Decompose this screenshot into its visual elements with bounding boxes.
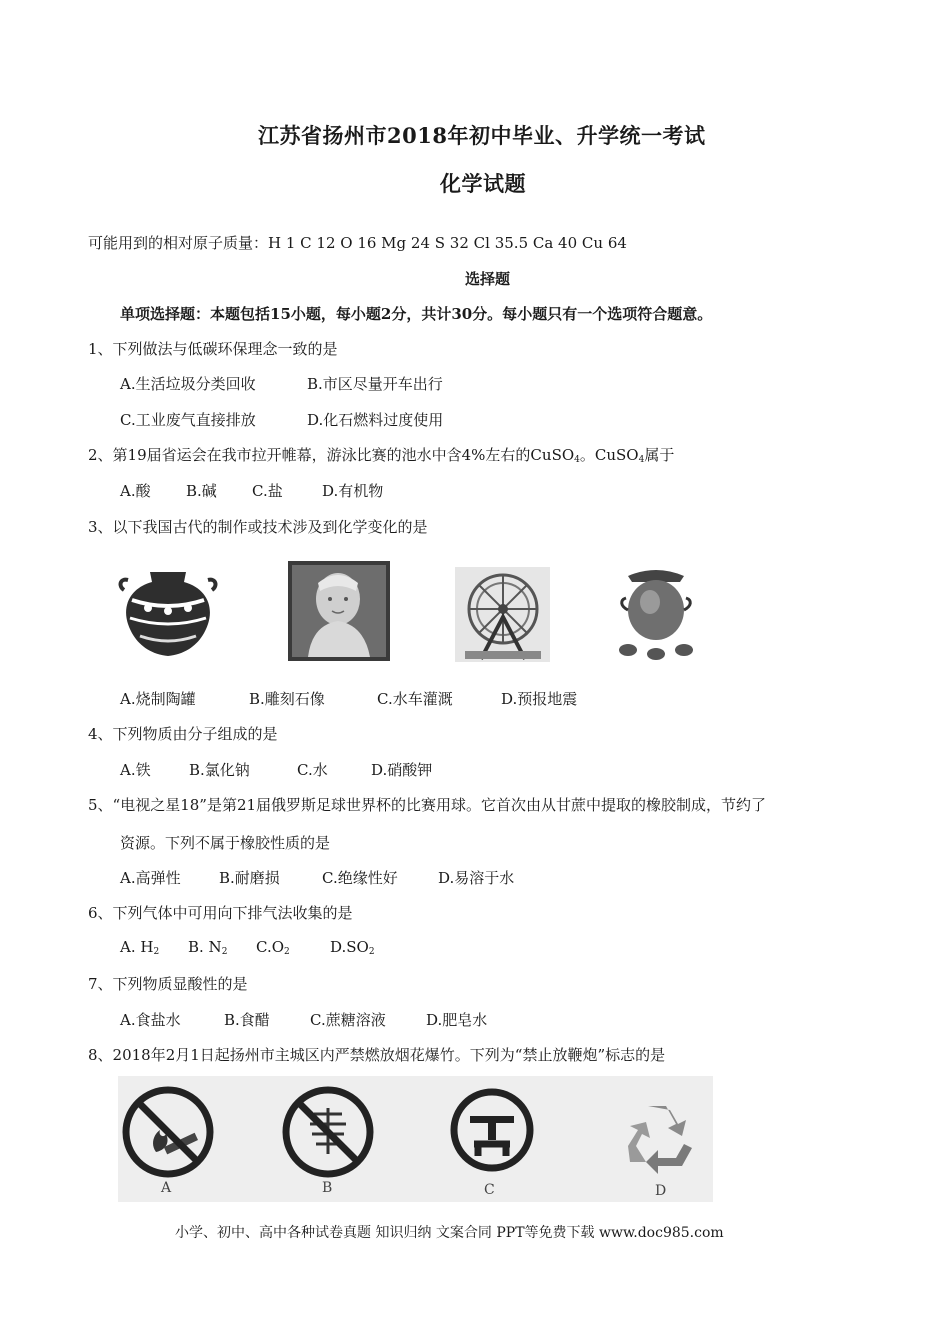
atomic-mass-line: 可能用到的相对原子质量：H 1 C 12 O 16 Mg 24 S 32 Cl 35.5 Ca 40 Cu 64 — [88, 234, 627, 252]
question-2-stem: 2、第19届省运会在我市拉开帷幕，游泳比赛的池水中含4%左右的CuSO$_4$。CuSO$_4$属于 — [88, 446, 675, 465]
question-5-option-d: D.易溶于水 — [438, 869, 515, 887]
sign-label-a: A — [161, 1180, 172, 1196]
question-5-stem: 5、“电视之星18”是第21届俄罗斯足球世界杯的比赛用球。它首次由从甘蔗中提取的橡胶制成，节约了 — [88, 796, 767, 814]
question-3-option-b: B.雕刻石像 — [249, 690, 325, 708]
question-3-option-a: A.烧制陶罐 — [120, 690, 196, 708]
exam-title: 江苏省扬州市2018年初中毕业、升学统一考试 — [258, 123, 706, 148]
water-wheel-image — [455, 567, 550, 662]
question-5-option-b: B.耐磨损 — [219, 869, 280, 887]
stone-statue-image — [288, 561, 390, 661]
sign-label-d: D — [655, 1183, 667, 1199]
question-7-option-c: C.蔗糖溶液 — [310, 1011, 386, 1029]
symbol-sign-c-icon — [448, 1086, 536, 1174]
question-2-option-c: C.盐 — [252, 482, 283, 500]
sign-label-b: B — [322, 1180, 333, 1196]
question-1-stem: 1、下列做法与低碳环保理念一致的是 — [88, 340, 338, 358]
question-5-option-a: A.高弹性 — [120, 869, 181, 887]
question-6-option-b: B. $N_2$ — [188, 938, 228, 957]
question-7-stem: 7、下列物质显酸性的是 — [88, 975, 248, 993]
question-4-option-d: D.硝酸钾 — [371, 761, 433, 779]
section-instruction: 单项选择题：本题包括15小题，每小题2分，共计30分。每小题只有一个选项符合题意。 — [120, 305, 713, 323]
question-2-option-d: D.有机物 — [322, 482, 384, 500]
question-3-option-d: D.预报地震 — [501, 690, 578, 708]
exam-subtitle: 化学试题 — [440, 171, 526, 196]
page-footer: 小学、初中、高中各种试卷真题 知识归纳 文案合同 PPT等免费下载 www.doc985.com — [175, 1225, 724, 1241]
recycle-sign-icon — [618, 1096, 702, 1180]
question-3-option-c: C.水车灌溉 — [377, 690, 453, 708]
question-1-option-b: B.市区尽量开车出行 — [307, 375, 443, 393]
no-smoking-sign-icon — [120, 1084, 216, 1180]
question-7-option-d: D.肥皂水 — [426, 1011, 488, 1029]
question-4-option-a: A.铁 — [120, 761, 151, 779]
question-6-stem: 6、下列气体中可用向下排气法收集的是 — [88, 904, 353, 922]
question-7-option-a: A.食盐水 — [120, 1011, 181, 1029]
question-5-stem-continued: 资源。下列不属于橡胶性质的是 — [120, 834, 331, 852]
question-4-option-b: B.氯化钠 — [189, 761, 250, 779]
question-8-stem: 8、2018年2月1日起扬州市主城区内严禁燃放烟花爆竹。下列为“禁止放鞭炮”标志的是 — [88, 1046, 666, 1064]
question-6-option-a: A. $H_2$ — [120, 938, 160, 957]
no-firecrackers-sign-icon — [280, 1084, 376, 1180]
section-title: 选择题 — [465, 270, 511, 288]
question-7-option-b: B.食醋 — [224, 1011, 270, 1029]
question-4-stem: 4、下列物质由分子组成的是 — [88, 725, 278, 743]
seismograph-image — [618, 566, 693, 661]
question-2-option-a: A.酸 — [120, 482, 151, 500]
question-4-option-c: C.水 — [297, 761, 328, 779]
question-2-option-b: B.碱 — [186, 482, 217, 500]
question-1-option-a: A.生活垃圾分类回收 — [120, 375, 256, 393]
question-1-option-c: C.工业废气直接排放 — [120, 411, 256, 429]
sign-label-c: C — [484, 1182, 495, 1198]
question-3-stem: 3、以下我国古代的制作或技术涉及到化学变化的是 — [88, 518, 428, 536]
question-1-option-d: D.化石燃料过度使用 — [307, 411, 444, 429]
question-5-option-c: C.绝缘性好 — [322, 869, 398, 887]
question-6-option-c: $C.O_2$ — [256, 938, 290, 957]
pottery-jar-image — [118, 566, 218, 660]
question-6-option-d: $D.SO_2$ — [330, 938, 375, 957]
